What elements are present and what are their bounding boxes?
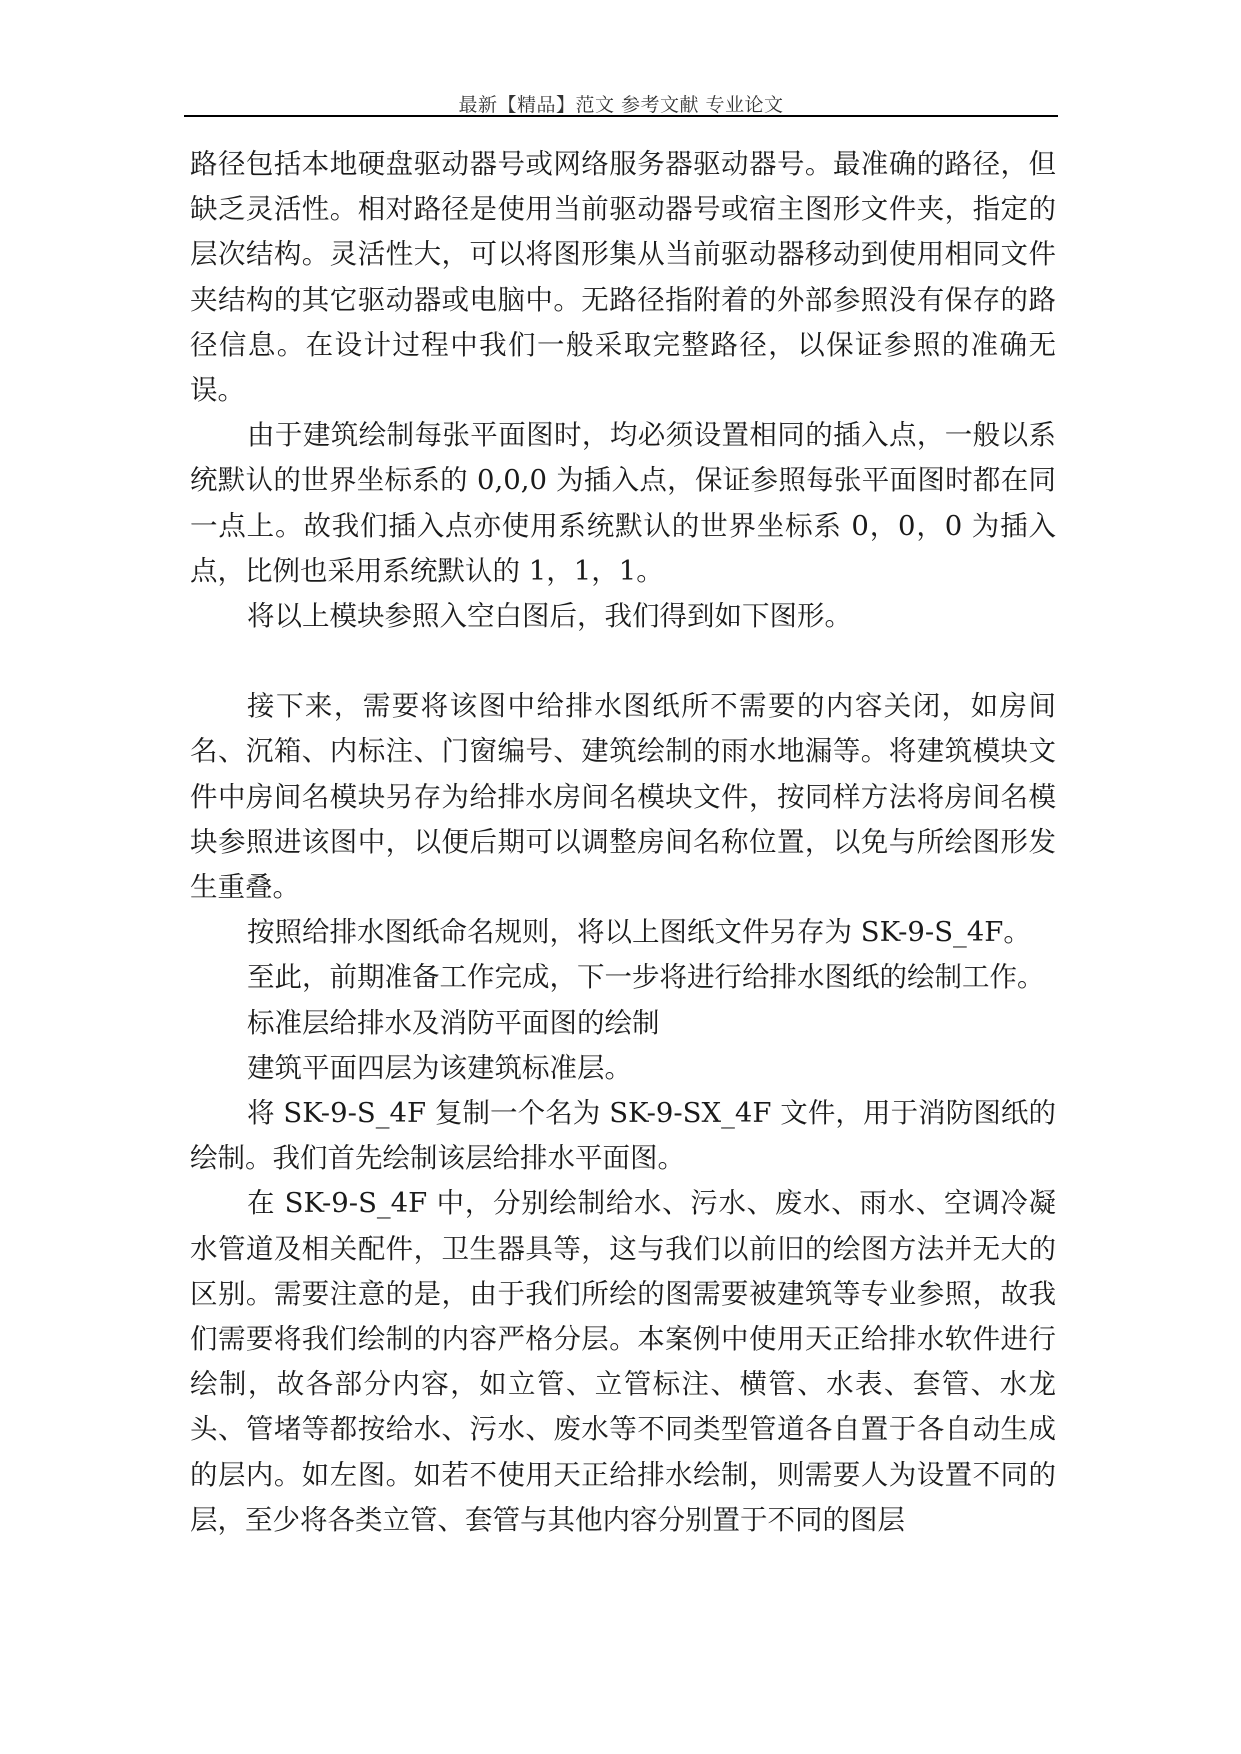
document-body <box>190 142 1056 1543</box>
section-heading: 标准层给排水及消防平面图的绘制 <box>247 1006 660 1039</box>
paragraph-standard-floor: 建筑平面四层为该建筑标准层。 <box>247 1051 632 1084</box>
page-header: 最新【精品】范文 参考文献 专业论文 <box>458 94 784 116</box>
paragraph-layering: 在 SK-9-S_4F 中，分别绘制给水、污水、废水、雨水、空调冷凝水管道及相关配件，卫生器具等，这与我们以前旧的绘图方法并无大的区别。需要注意的是，由于我们所绘的图需要被建筑等专业参照，故我们需要将我们绘制的内容严格分层。本案例中使用天正给排水软件进行绘制，故各部分内容，如立管、立管标注、横管、水表、套管、水龙头、管堵等都按给水、污水、废水等不同类型管道各自置于各自动生成的层内。如左图。如若不使用天正给排水绘制，则需要人为设置不同的层，至少将各类立管、套管与其他内容分别置于不同的图层 <box>190 1187 1056 1536</box>
paragraph-insertion-point: 由于建筑绘制每张平面图时，均必须设置相同的插入点，一般以系统默认的世界坐标系的 0,0,0 为插入点，保证参照每张平面图时都在同一点上。故我们插入点亦使用系统默认的世界坐标系 0，0，0 为插入点，比例也采用系统默认的 1，1，1。 <box>190 419 1056 587</box>
header-rule <box>184 115 1058 117</box>
paragraph-save-as: 按照给排水图纸命名规则，将以上图纸文件另存为 SK-9-S_4F。 <box>247 916 1031 949</box>
paragraph-prep-done: 至此，前期准备工作完成，下一步将进行给排水图纸的绘制工作。 <box>247 961 1045 994</box>
paragraph-copy-file: 将 SK-9-S_4F 复制一个名为 SK-9-SX_4F 文件，用于消防图纸的绘制。我们首先绘制该层给排水平面图。 <box>190 1097 1056 1175</box>
paragraph-hide-content: 接下来，需要将该图中给排水图纸所不需要的内容关闭，如房间名、沉箱、内标注、门窗编号、建筑绘制的雨水地漏等。将建筑模块文件中房间名模块另存为给排水房间名模块文件，按同样方法将房间名模块参照进该图中，以便后期可以调整房间名称位置，以免与所绘图形发生重叠。 <box>190 690 1056 904</box>
figure-gap <box>190 639 1056 684</box>
paragraph-path-types: 路径包括本地硬盘驱动器号或网络服务器驱动器号。最准确的路径，但缺乏灵活性。相对路径是使用当前驱动器号或宿主图形文件夹，指定的层次结构。灵活性大，可以将图形集从当前驱动器移动到使用相同文件夹结构的其它驱动器或电脑中。无路径指附着的外部参照没有保存的路径信息。在设计过程中我们一般采取完整路径，以保证参照的准确无误。 <box>190 148 1056 407</box>
paragraph-result-figure: 将以上模块参照入空白图后，我们得到如下图形。 <box>247 600 852 633</box>
